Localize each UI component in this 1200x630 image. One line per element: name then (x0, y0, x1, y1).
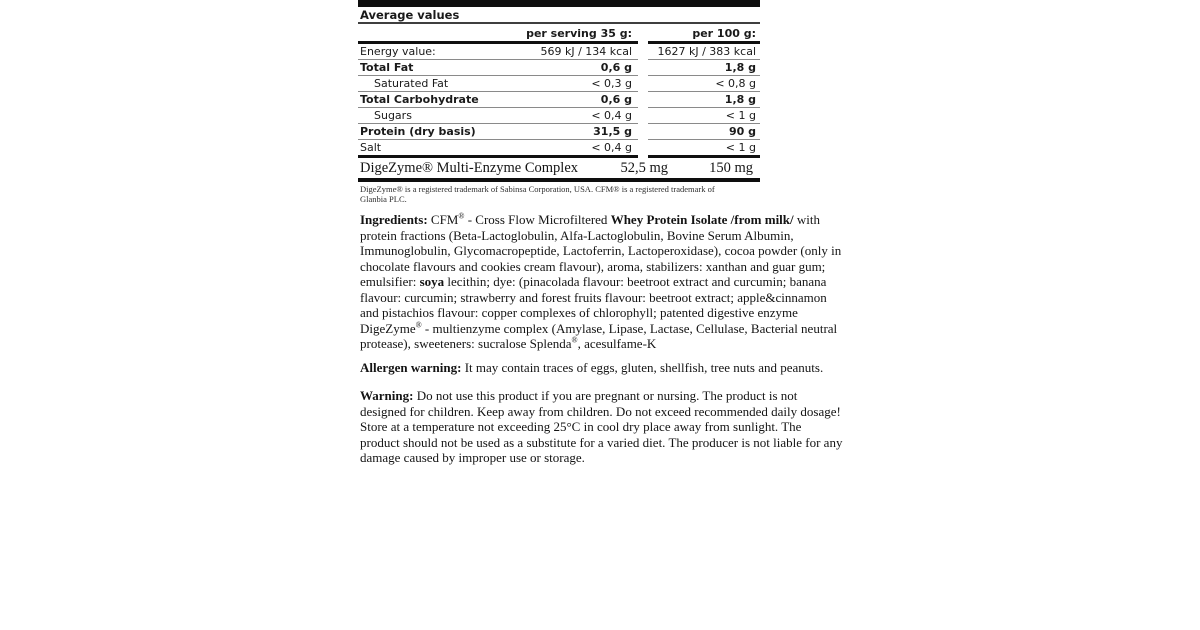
row-value-per-100g: 1,8 g (648, 92, 760, 108)
enzyme-row-label: DigeZyme® Multi-Enzyme Complex (360, 160, 579, 176)
table-top-bar (358, 0, 760, 7)
table-title: Average values (358, 7, 760, 24)
allergen-warning-paragraph: Allergen warning: It may contain traces of eggs, gluten, shellfish, tree nuts and peanuts. (360, 359, 824, 375)
nutrition-table (358, 0, 760, 204)
row-value-per-serving: 0,6 g (600, 93, 632, 106)
row-value-per-100g: < 1 g (648, 108, 760, 124)
table-row (358, 108, 760, 124)
table-rows (358, 44, 760, 158)
column-gap (638, 44, 648, 60)
row-label: Salt (360, 141, 382, 154)
row-value-per-serving: 31,5 g (593, 125, 632, 138)
label-body-text (360, 212, 843, 466)
column-gap (638, 92, 648, 108)
row-value-per-100g: < 0,8 g (648, 76, 760, 92)
column-gap (638, 108, 648, 124)
row-value-per-serving: < 0,3 g (591, 77, 632, 90)
row-value-per-100g: 1,8 g (648, 60, 760, 76)
column-gap (638, 124, 648, 140)
table-row (358, 76, 760, 92)
row-value-per-serving: < 0,4 g (591, 141, 632, 154)
column-gap (638, 140, 648, 158)
table-row (358, 140, 760, 158)
row-value-per-serving: 569 kJ / 134 kcal (540, 45, 632, 58)
column-gap (638, 76, 648, 92)
column-gap (638, 60, 648, 76)
column-gap (638, 24, 648, 44)
row-label: Sugars (374, 109, 412, 122)
enzyme-row-value-per-serving: 52,5 mg (620, 160, 668, 176)
table-header-row (358, 24, 760, 44)
row-label: Total Fat (360, 61, 414, 74)
table-row (358, 44, 760, 60)
column-header-per-serving: per serving 35 g: (526, 27, 632, 40)
row-value-per-serving: 0,6 g (600, 61, 632, 74)
row-value-per-100g: < 1 g (648, 140, 760, 158)
row-value-per-100g: 1627 kJ / 383 kcal (648, 44, 760, 60)
enzyme-row-value-per-100g: 150 mg (709, 160, 753, 176)
ingredients-paragraph: Ingredients: CFM® - Cross Flow Microfiltered Whey Protein Isolate /from milk/ with protein fractions (Beta-Lactoglobulin, Alfa-Lactoglobulin, Bovine Serum Albumin, Immunoglobulin, Glycomacropeptide, Lactoferrin, Lactoperoxidase), cocoa powder (only in chocolate flavours and cookies cream flavour), aroma, stabilizers: xanthan and guar gum; emulsifier: soya lecithin; dye: (pinacolada flavour: beetroot extract and curcumin; banana flavour: curcumin; strawberry and forest fruits flavour: beetroot extract; apple&cinnamon and pistachios flavour: copper complexes of chlorophyll; patented digestive enzyme DigeZyme® - multienzyme complex (Amylase, Lipase, Lactase, Cellulase, Bacterial neutral protease), sweeteners: sucralose Splenda®, acesulfame-K (360, 211, 842, 351)
table-row (358, 92, 760, 108)
table-row (358, 60, 760, 76)
row-value-per-100g: 90 g (648, 124, 760, 140)
row-label: Total Carbohydrate (360, 93, 479, 106)
row-label: Saturated Fat (374, 77, 449, 90)
row-label: Protein (dry basis) (360, 125, 476, 138)
trademark-footnote: DigeZyme® is a registered trademark of Sabinsa Corporation, USA. CFM® is a registered trademark of Glanbia PLC. (360, 184, 715, 204)
enzyme-row (358, 158, 760, 178)
warning-paragraph: Warning: Do not use this product if you are pregnant or nursing. The product is not designed for children. Keep away from children. Do not exceed recommended daily dosage! Store at a temperature not exceeding 25°C in cool dry place away from sunlight. The product should not be used as a substitute for a varied diet. The producer is not liable for any damage caused by improper use or storage. (360, 388, 843, 465)
table-bottom-bar (358, 178, 760, 182)
column-header-per-100g: per 100 g: (692, 27, 756, 40)
row-value-per-serving: < 0,4 g (591, 109, 632, 122)
row-label: Energy value: (360, 45, 436, 58)
table-row (358, 124, 760, 140)
